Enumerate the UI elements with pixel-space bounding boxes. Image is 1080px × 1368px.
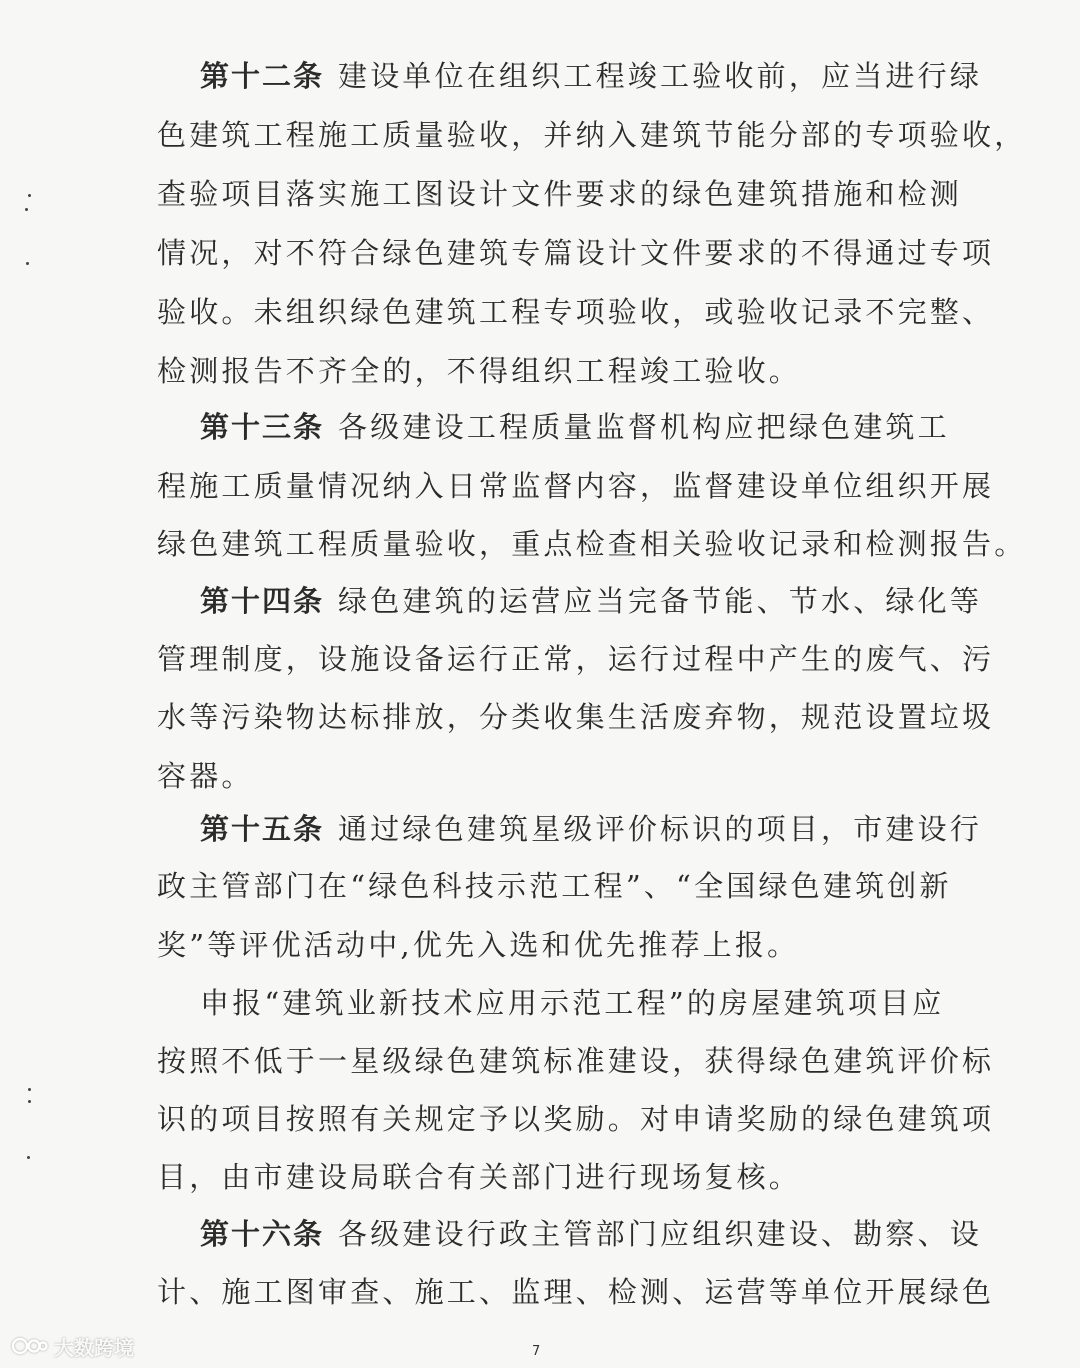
line-text: 各级建设工程质量监督机构应把绿色建筑工 <box>338 410 950 444</box>
article-number: 第十五条 <box>200 812 325 846</box>
document-line <box>157 294 994 330</box>
binding-mark <box>28 194 31 197</box>
document-line <box>200 985 944 1021</box>
line-text: 验收。未组织绿色建筑工程专项验收，或验收记录不完整、 <box>157 295 995 329</box>
binding-mark <box>28 1088 31 1091</box>
watermark-logo-icon <box>10 1334 48 1358</box>
document-line <box>200 811 982 847</box>
line-text: 建设单位在组织工程竣工验收前，应当进行绿 <box>338 59 983 93</box>
binding-mark <box>26 262 29 265</box>
document-line <box>157 1101 994 1137</box>
line-text: 计、施工图审查、施工、监理、检测、运营等单位开展绿色 <box>157 1275 995 1309</box>
document-line <box>157 641 994 677</box>
line-text: 奖”等评优活动中,优先入选和优先推荐上报。 <box>157 928 800 962</box>
document-line <box>157 468 994 504</box>
document-line <box>157 1159 801 1195</box>
document-line <box>200 409 950 445</box>
line-text: 目，由市建设局联合有关部门进行现场复核。 <box>157 1160 802 1194</box>
document-line <box>157 758 254 794</box>
article-number: 第十六条 <box>200 1217 325 1251</box>
document-line <box>157 699 994 735</box>
document-line <box>200 583 982 619</box>
binding-mark <box>28 1100 31 1103</box>
line-text: 绿色建筑的运营应当完备节能、节水、绿化等 <box>338 584 983 618</box>
document-line <box>157 235 994 271</box>
line-text: 容器。 <box>157 759 254 793</box>
line-text: 检测报告不齐全的，不得组织工程竣工验收。 <box>157 354 802 388</box>
document-line <box>157 927 799 963</box>
document-line <box>157 868 952 904</box>
line-text: 政主管部门在“绿色科技示范工程”、“全国绿色建筑创新 <box>157 869 952 903</box>
document-line <box>157 1043 994 1079</box>
document-line <box>157 353 801 389</box>
line-text: 水等污染物达标排放，分类收集生活废弃物，规范设置垃圾 <box>157 700 995 734</box>
binding-mark <box>25 208 28 211</box>
watermark-text: 大数跨境 <box>54 1335 134 1360</box>
document-line <box>157 176 962 212</box>
line-text: 通过绿色建筑星级评价标识的项目，市建设行 <box>338 812 983 846</box>
document-line <box>157 1274 994 1310</box>
line-text: 绿色建筑工程质量验收，重点检查相关验收记录和检测报告。 <box>157 527 1027 561</box>
page-number: 7 <box>532 1344 541 1359</box>
line-text: 查验项目落实施工图设计文件要求的绿色建筑措施和检测 <box>157 177 963 211</box>
line-text: 情况，对不符合绿色建筑专篇设计文件要求的不得通过专项 <box>157 236 995 270</box>
article-number: 第十二条 <box>200 59 325 93</box>
binding-mark <box>27 1156 30 1159</box>
line-text: 各级建设行政主管部门应组织建设、勘察、设 <box>338 1217 983 1251</box>
document-line <box>200 1216 982 1252</box>
line-text: 程施工质量情况纳入日常监督内容，监督建设单位组织开展 <box>157 469 995 503</box>
document-line <box>157 526 1026 562</box>
document-line <box>157 117 1026 153</box>
line-text: 管理制度，设施设备运行正常，运行过程中产生的废气、污 <box>157 642 995 676</box>
article-number: 第十四条 <box>200 584 325 618</box>
line-text: 按照不低于一星级绿色建筑标准建设，获得绿色建筑评价标 <box>157 1044 995 1078</box>
line-text: 申报“建筑业新技术应用示范工程”的房屋建筑项目应 <box>200 986 945 1020</box>
line-text: 识的项目按照有关规定予以奖励。对申请奖励的绿色建筑项 <box>157 1102 995 1136</box>
watermark <box>10 1332 134 1360</box>
document-line <box>200 58 982 94</box>
article-number: 第十三条 <box>200 410 325 444</box>
line-text: 色建筑工程施工质量验收，并纳入建筑节能分部的专项验收， <box>157 118 1027 152</box>
